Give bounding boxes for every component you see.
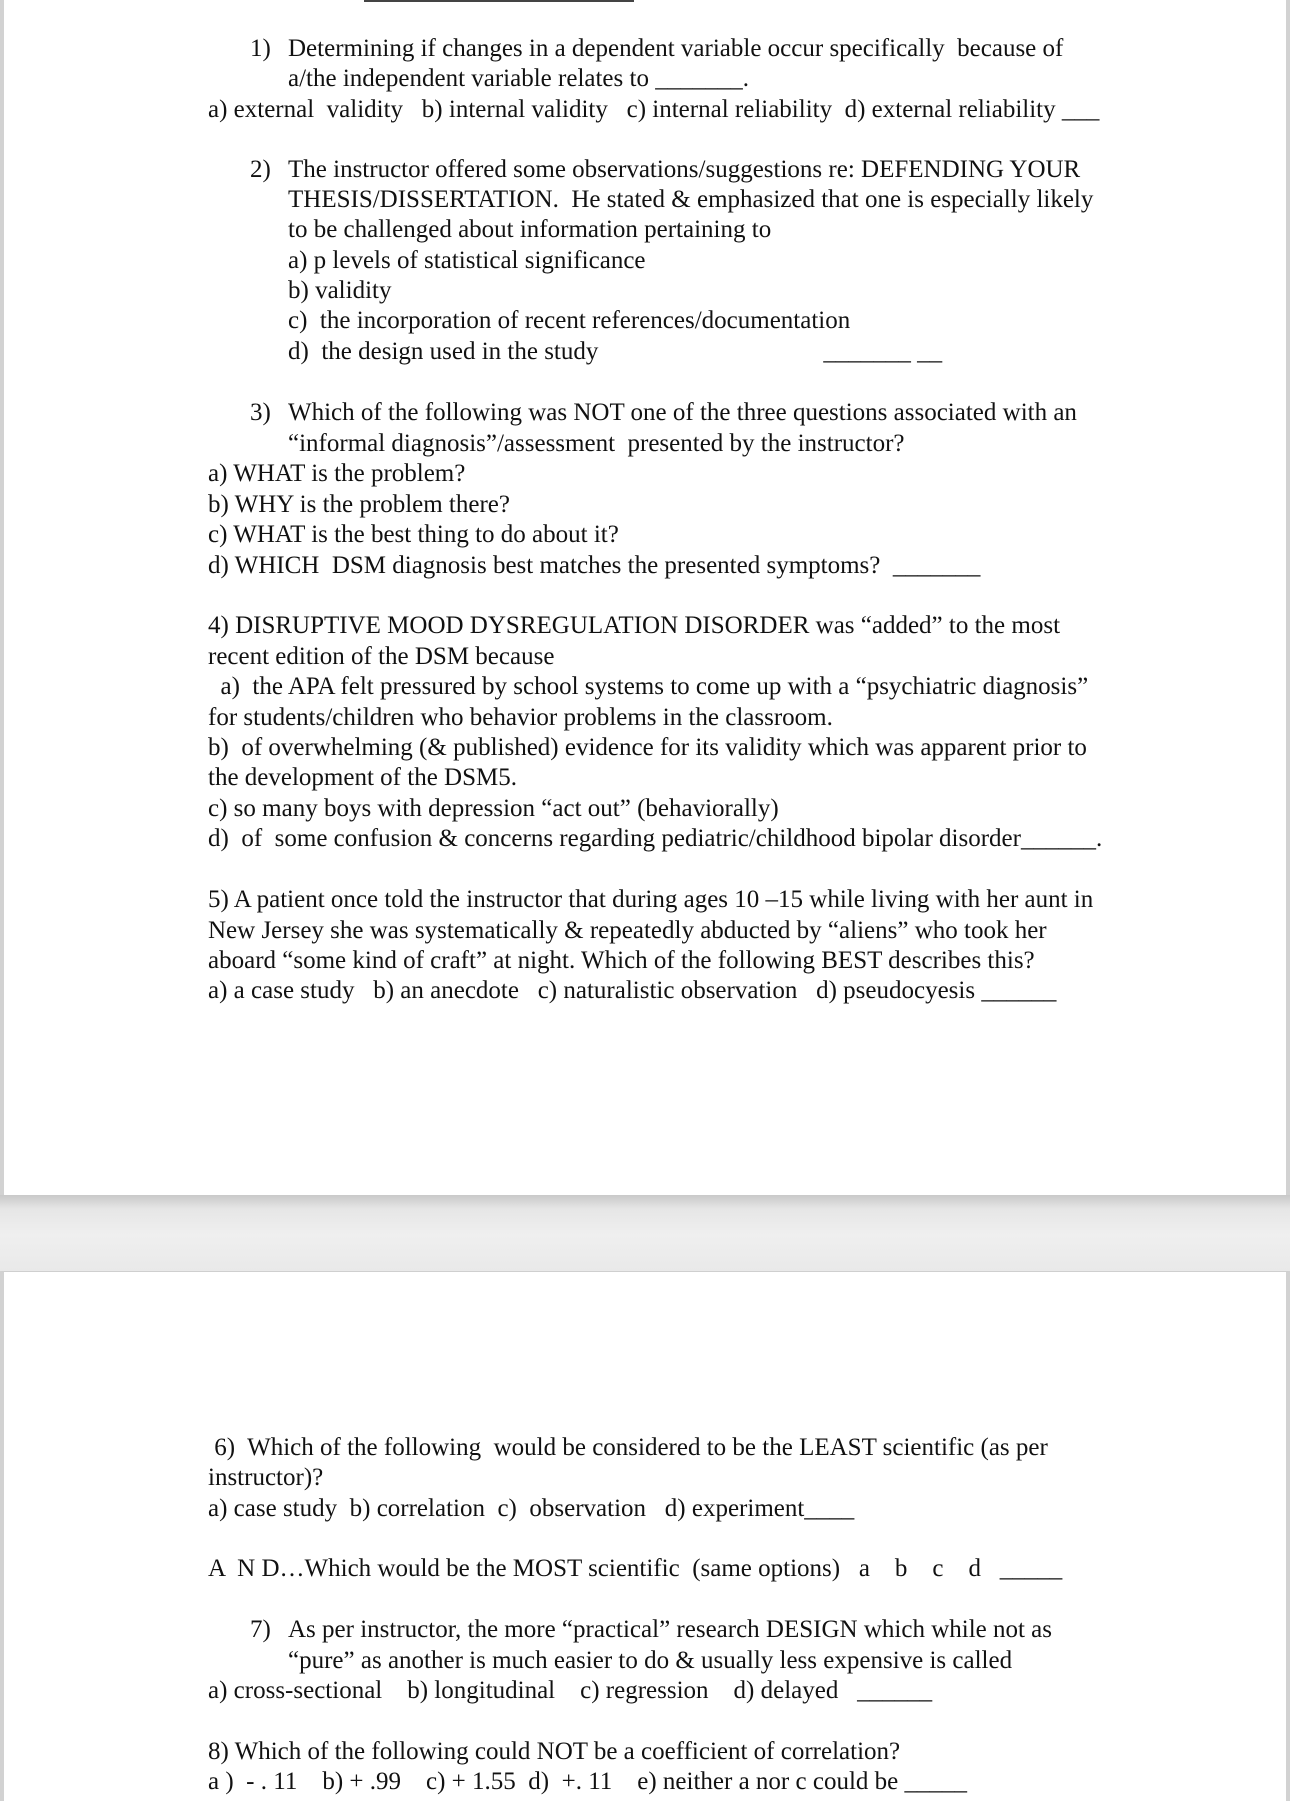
question-4-option: a) the APA felt pressured by school systems to come up with a “psychiatric diagnosis”: [208, 673, 1089, 700]
question-4-option: d) of some confusion & concerns regarding pediatric/childhood bipolar disorder______.: [208, 825, 1103, 852]
question-4-line: recent edition of the DSM because: [208, 643, 555, 670]
question-3-option: c) WHAT is the best thing to do about it?: [208, 521, 619, 548]
question-2-line: THESIS/DISSERTATION. He stated & emphasized that one is especially likely: [288, 186, 1094, 213]
question-7-line: “pure” as another is much easier to do & usually less expensive is called: [288, 1647, 1013, 1674]
question-3-line: Which of the following was NOT one of the three questions associated with an: [288, 399, 1077, 426]
question-2-number: 2): [250, 156, 271, 183]
document-page-2: [0, 1271, 1290, 1801]
question-1-options: a) external validity b) internal validity c) internal reliability d) external reliability ___: [208, 96, 1100, 123]
question-8-options: a ) - . 11 b) + .99 c) + 1.55 d) +. 11 e) neither a nor c could be _____: [208, 1768, 967, 1795]
question-1-line: a/the independent variable relates to _______.: [288, 65, 749, 92]
question-6-line: 6) Which of the following would be considered to be the LEAST scientific (as per: [208, 1434, 1048, 1461]
question-6-options: a) case study b) correlation c) observation d) experiment____: [208, 1495, 855, 1522]
question-3-option: d) WHICH DSM diagnosis best matches the presented symptoms? _______: [208, 552, 981, 579]
question-3-option: b) WHY is the problem there?: [208, 491, 510, 518]
question-1-line: Determining if changes in a dependent variable occur specifically because of: [288, 35, 1064, 62]
question-5-line: aboard “some kind of craft” at night. Which of the following BEST describes this?: [208, 947, 1035, 974]
question-2-option: c) the incorporation of recent references/documentation: [288, 307, 851, 334]
question-2-option: d) the design used in the study _______ __: [288, 338, 943, 365]
question-7-options: a) cross-sectional b) longitudinal c) regression d) delayed ______: [208, 1677, 933, 1704]
question-1-number: 1): [250, 35, 271, 62]
question-5-options: a) a case study b) an anecdote c) naturalistic observation d) pseudocyesis ______: [208, 977, 1057, 1004]
question-4-option: b) of overwhelming (& published) evidence for its validity which was apparent prior to: [208, 734, 1087, 761]
page-top-rule: [364, 0, 634, 2]
page-separator: [0, 1195, 1290, 1271]
question-3-line: “informal diagnosis”/assessment presented by the instructor?: [288, 430, 905, 457]
question-4-option: the development of the DSM5.: [208, 764, 517, 791]
question-3-option: a) WHAT is the problem?: [208, 460, 466, 487]
question-4-option: c) so many boys with depression “act out” (behaviorally): [208, 795, 779, 822]
question-5-line: New Jersey she was systematically & repeatedly abducted by “aliens” who took her: [208, 917, 1047, 944]
question-4-option: for students/children who behavior problems in the classroom.: [208, 704, 833, 731]
question-5-line: 5) A patient once told the instructor that during ages 10 –15 while living with her aunt in: [208, 886, 1094, 913]
question-6-followup: A N D…Which would be the MOST scientific (same options) a b c d _____: [208, 1555, 1063, 1582]
question-3-number: 3): [250, 399, 271, 426]
question-2-option: a) p levels of statistical significance: [288, 247, 646, 274]
question-7-number: 7): [250, 1616, 271, 1643]
question-4-line: 4) DISRUPTIVE MOOD DYSREGULATION DISORDER was “added” to the most: [208, 612, 1061, 639]
question-8-line: 8) Which of the following could NOT be a coefficient of correlation?: [208, 1738, 901, 1765]
question-2-line: to be challenged about information pertaining to: [288, 216, 772, 243]
question-7-line: As per instructor, the more “practical” research DESIGN which while not as: [288, 1616, 1053, 1643]
question-2-line: The instructor offered some observations/suggestions re: DEFENDING YOUR: [288, 156, 1081, 183]
question-6-line: instructor)?: [208, 1464, 324, 1491]
question-2-option: b) validity: [288, 277, 392, 304]
